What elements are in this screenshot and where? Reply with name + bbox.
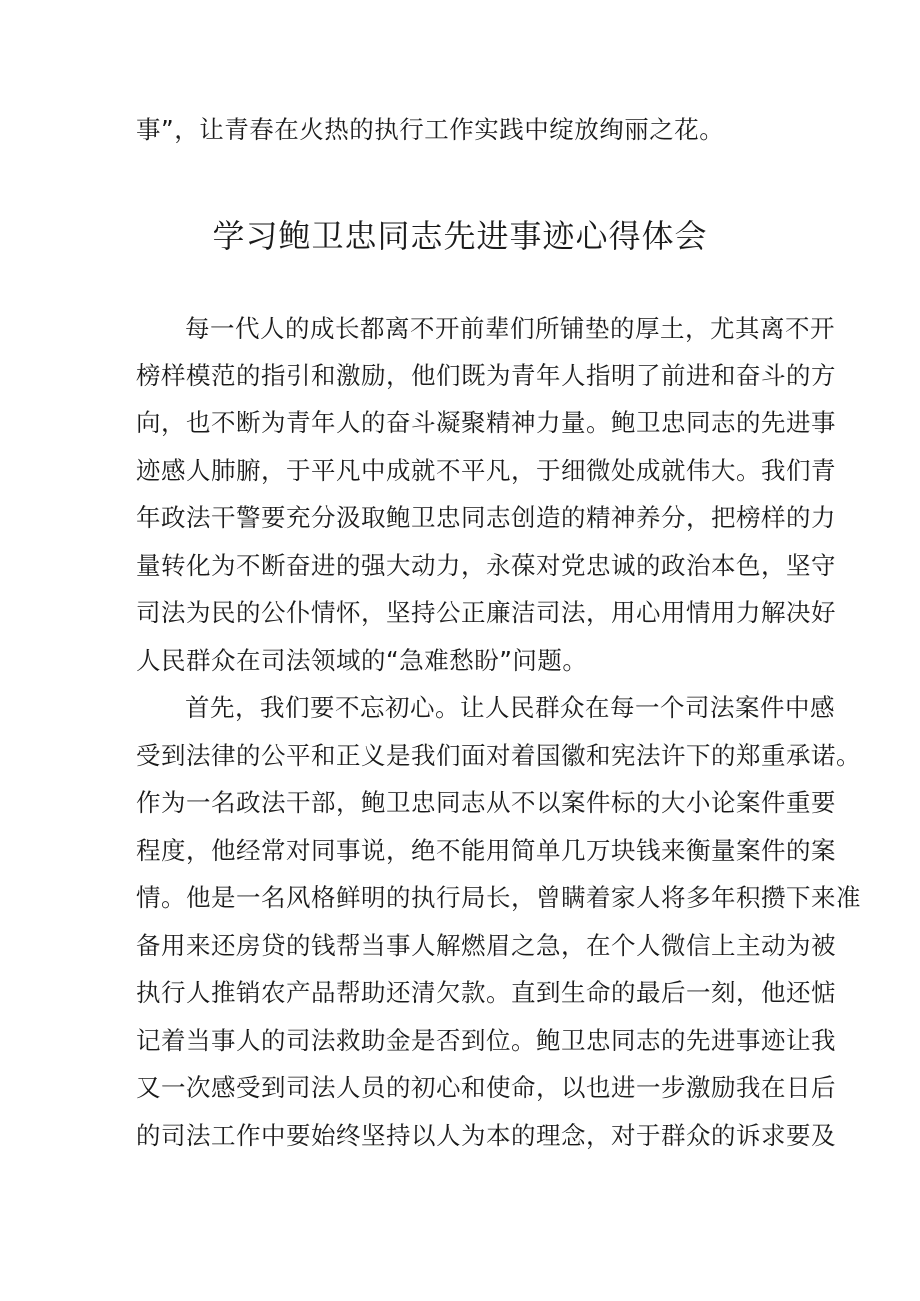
paragraph-line: 记着当事人的司法救助金是否到位。鲍卫忠同志的先进事迹让我	[136, 1026, 836, 1055]
paragraph-line: 每一代人的成长都离不开前辈们所铺垫的厚土，尤其离不开	[185, 314, 835, 343]
paragraph-line: 又一次感受到司法人员的初心和使命，以也进一步激励我在日后	[136, 1073, 836, 1102]
article-title: 学习鲍卫忠同志先进事迹心得体会	[212, 217, 708, 255]
paragraph-line: 迹感人肺腑，于平凡中成就不平凡，于细微处成就伟大。我们青	[136, 456, 836, 485]
paragraph-line: 受到法律的公平和正义是我们面对着国徽和宪法许下的郑重承诺。	[136, 741, 861, 770]
paragraph-line: 备用来还房贷的钱帮当事人解燃眉之急，在个人微信上主动为被	[136, 931, 836, 960]
previous-paragraph-tail: 事”，让青春在火热的执行工作实践中绽放绚丽之花。	[136, 115, 725, 144]
paragraph-line: 程度，他经常对同事说，绝不能用简单几万块钱来衡量案件的案	[136, 836, 836, 865]
paragraph-line: 执行人推销农产品帮助还清欠款。直到生命的最后一刻，他还惦	[136, 978, 836, 1007]
paragraph-line: 首先，我们要不忘初心。让人民群众在每一个司法案件中感	[185, 693, 835, 722]
paragraph-line: 向，也不断为青年人的奋斗凝聚精神力量。鲍卫忠同志的先进事	[136, 408, 836, 437]
paragraph-line: 情。他是一名风格鲜明的执行局长，曾瞒着家人将多年积攒下来准	[136, 883, 861, 912]
paragraph-line: 量转化为不断奋进的强大动力，永葆对党忠诚的政治本色，坚守	[136, 551, 836, 580]
paragraph-line: 的司法工作中要始终坚持以人为本的理念，对于群众的诉求要及	[136, 1121, 836, 1150]
paragraph-line: 作为一名政法干部，鲍卫忠同志从不以案件标的大小论案件重要	[136, 788, 836, 817]
paragraph-line: 司法为民的公仆情怀，坚持公正廉洁司法，用心用情用力解决好	[136, 598, 836, 627]
paragraph-line: 人民群众在司法领域的“急难愁盼”问题。	[136, 646, 588, 675]
paragraph-line: 榜样模范的指引和激励，他们既为青年人指明了前进和奋斗的方	[136, 361, 836, 390]
paragraph-line: 年政法干警要充分汲取鲍卫忠同志创造的精神养分，把榜样的力	[136, 503, 836, 532]
